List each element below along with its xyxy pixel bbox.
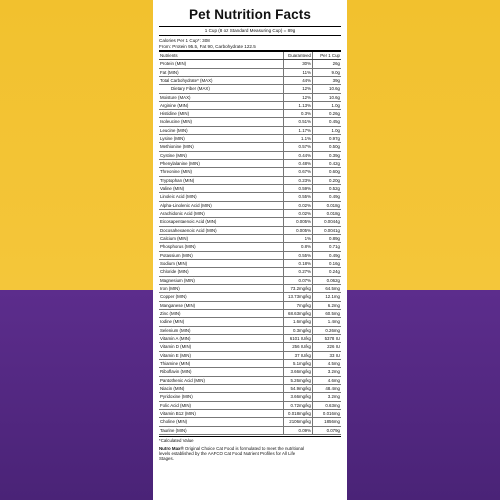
table-row — [159, 176, 341, 184]
per-cup-value: 226 IU — [313, 343, 342, 351]
nutrient-name: Vitamin E (MIN) — [159, 351, 284, 359]
guaranteed-value: 0.09% — [284, 426, 313, 434]
nutrient-name: Docosahexaenoic Acid (MIN) — [159, 226, 284, 234]
guaranteed-value: 13.73mg/kg — [284, 293, 313, 301]
calories-info — [159, 36, 341, 52]
per-cup-value: 33 IU — [313, 351, 342, 359]
nutrient-name: Eicosapentaenoic Acid (MIN) — [159, 218, 284, 226]
table-row — [159, 151, 341, 159]
per-cup-value: 0.26g — [313, 110, 342, 118]
table-row — [159, 235, 341, 243]
per-cup-value: 0.0044g — [313, 218, 342, 226]
footnote: *Calculated Value — [159, 436, 341, 444]
table-row — [159, 276, 341, 284]
per-cup-value: 48.4mg — [313, 384, 342, 392]
nutrient-name: Selenium (MIN) — [159, 326, 284, 334]
nutrient-name: Protein (MIN) — [159, 60, 284, 68]
nutrient-name: Pyridoxine (MIN) — [159, 393, 284, 401]
guaranteed-value: 0.57% — [284, 143, 313, 151]
nutrient-name: Moisture (MAX) — [159, 93, 284, 101]
aafco-statement — [159, 446, 309, 461]
guaranteed-value: 1% — [284, 235, 313, 243]
nutrient-name: Histidine (MIN) — [159, 110, 284, 118]
nutrient-name: Arachidonic Acid (MIN) — [159, 210, 284, 218]
table-row — [159, 401, 341, 409]
per-cup-value: 0.49g — [313, 251, 342, 259]
nutrient-name: Methionine (MIN) — [159, 143, 284, 151]
per-cup-value: 0.018g — [313, 201, 342, 209]
table-row — [159, 193, 341, 201]
guaranteed-value: 0.07% — [284, 276, 313, 284]
guaranteed-value: 0.18% — [284, 260, 313, 268]
per-cup-value: 0.079g — [313, 426, 342, 434]
per-cup-value: 1.4mg — [313, 318, 342, 326]
guaranteed-value: 0.48% — [284, 160, 313, 168]
table-header-row — [159, 52, 341, 60]
per-cup-value: 4.6mg — [313, 376, 342, 384]
per-cup-value: 0.49g — [313, 193, 342, 201]
per-cup-value: 0.018g — [313, 210, 342, 218]
nutrient-name: Dietary Fiber (MAX) — [159, 85, 284, 93]
guaranteed-value: 1.17% — [284, 126, 313, 134]
per-cup-value: 39g — [313, 76, 342, 84]
table-row — [159, 135, 341, 143]
nutrient-name: Potassium (MIN) — [159, 251, 284, 259]
table-row — [159, 426, 341, 434]
nutrient-name: Calcium (MIN) — [159, 235, 284, 243]
packaging-right-band — [347, 0, 500, 500]
per-cup-value: 6.2mg — [313, 301, 342, 309]
nutrient-name: Manganese (MIN) — [159, 301, 284, 309]
table-row — [159, 418, 341, 426]
per-cup-value: 0.42g — [313, 160, 342, 168]
guaranteed-value: 0.005% — [284, 218, 313, 226]
guaranteed-value: 3.66mg/kg — [284, 368, 313, 376]
guaranteed-value: 1.1% — [284, 135, 313, 143]
nutrient-name: Taurine (MIN) — [159, 426, 284, 434]
nutrient-name: Linoleic Acid (MIN) — [159, 193, 284, 201]
nutrient-name: Total Carbohydrate* (MAX) — [159, 76, 284, 84]
nutrients-table — [159, 52, 341, 435]
table-row — [159, 376, 341, 384]
guaranteed-value: 2106mg/kg — [284, 418, 313, 426]
guaranteed-value: 73.2mg/kg — [284, 285, 313, 293]
table-row — [159, 185, 341, 193]
nutrient-name: Isoleucine (MIN) — [159, 118, 284, 126]
table-row — [159, 168, 341, 176]
table-row — [159, 218, 341, 226]
table-row — [159, 343, 341, 351]
nutrient-name: Pantothenic Acid (MIN) — [159, 376, 284, 384]
nutrient-name: Threonine (MIN) — [159, 168, 284, 176]
per-cup-value: 0.26mg — [313, 326, 342, 334]
table-row — [159, 351, 341, 359]
table-row — [159, 301, 341, 309]
per-cup-value: 0.63mg — [313, 401, 342, 409]
guaranteed-value: 5.26mg/kg — [284, 376, 313, 384]
guaranteed-value: 0.3% — [284, 110, 313, 118]
per-cup-value: 5378 IU — [313, 335, 342, 343]
guaranteed-value: 3.66mg/kg — [284, 393, 313, 401]
table-row — [159, 368, 341, 376]
guaranteed-value: 0.55% — [284, 193, 313, 201]
nutrient-name: Magnesium (MIN) — [159, 276, 284, 284]
nutrient-name: Tryptophan (MIN) — [159, 176, 284, 184]
nutrient-rows — [159, 60, 341, 435]
nutrition-facts-panel — [153, 0, 347, 500]
table-row — [159, 76, 341, 84]
table-row — [159, 201, 341, 209]
guaranteed-value: 0.72mg/kg — [284, 401, 313, 409]
per-cup-value: 0.016mg — [313, 409, 342, 417]
table-row — [159, 335, 341, 343]
guaranteed-value: 11% — [284, 68, 313, 76]
per-cup-value: 60.5mg — [313, 310, 342, 318]
guaranteed-value: 7mg/kg — [284, 301, 313, 309]
table-row — [159, 318, 341, 326]
per-cup-value: 10.6g — [313, 85, 342, 93]
per-cup-value: 0.97g — [313, 135, 342, 143]
nutrient-name: Lysine (MIN) — [159, 135, 284, 143]
guaranteed-value: 0.67% — [284, 168, 313, 176]
table-row — [159, 60, 341, 68]
nutrient-name: Vitamin D (MIN) — [159, 343, 284, 351]
guaranteed-value: 0.51% — [284, 118, 313, 126]
per-cup-value: 0.16g — [313, 260, 342, 268]
nutrient-name: Folic Acid (MIN) — [159, 401, 284, 409]
table-row — [159, 260, 341, 268]
table-row — [159, 110, 341, 118]
table-row — [159, 384, 341, 392]
per-cup-value: 9.0g — [313, 68, 342, 76]
nutrient-name: Leucine (MIN) — [159, 126, 284, 134]
guaranteed-value: 0.55% — [284, 251, 313, 259]
per-cup-value: 1856mg — [313, 418, 342, 426]
guaranteed-value: 1.13% — [284, 101, 313, 109]
per-cup-value: 12.1mg — [313, 293, 342, 301]
table-row — [159, 85, 341, 93]
guaranteed-value: 68.63mg/kg — [284, 310, 313, 318]
per-cup-value: 3.2mg — [313, 393, 342, 401]
per-cup-value: 0.20g — [313, 176, 342, 184]
serving-size: 1 Cup (8 oz Standard Measuring Cup) = 89g — [159, 26, 341, 36]
per-cup-value: 0.60g — [313, 168, 342, 176]
table-row — [159, 101, 341, 109]
guaranteed-value: 1.6mg/kg — [284, 318, 313, 326]
nutrient-name: Sodium (MIN) — [159, 260, 284, 268]
per-cup-value: 64.5mg — [313, 285, 342, 293]
guaranteed-value: 0.44% — [284, 151, 313, 159]
header-guaranteed: Guaranteed — [284, 52, 313, 60]
table-row — [159, 143, 341, 151]
guaranteed-value: 44% — [284, 76, 313, 84]
table-row — [159, 160, 341, 168]
nutrient-name: Vitamin B12 (MIN) — [159, 409, 284, 417]
per-cup-value: 10.6g — [313, 93, 342, 101]
table-row — [159, 68, 341, 76]
guaranteed-value: 0.59% — [284, 185, 313, 193]
nutrient-name: Copper (MIN) — [159, 293, 284, 301]
calories-line: Calories Per 1 Cup*: 308 — [159, 38, 210, 43]
guaranteed-value: 0.23% — [284, 176, 313, 184]
table-row — [159, 251, 341, 259]
nutrient-name: Thiamine (MIN) — [159, 360, 284, 368]
per-cup-value: 0.39g — [313, 151, 342, 159]
table-row — [159, 243, 341, 251]
per-cup-value: 0.24g — [313, 268, 342, 276]
nutrient-name: Arginine (MIN) — [159, 101, 284, 109]
brand-name: Nutro Max® — [159, 445, 184, 451]
guaranteed-value: 0.005% — [284, 226, 313, 234]
nutrient-name: Alpha-Linolenic Acid (MIN) — [159, 201, 284, 209]
per-cup-value: 0.062g — [313, 276, 342, 284]
nutrient-name: Phosphorus (MIN) — [159, 243, 284, 251]
nutrient-name: Iodine (MIN) — [159, 318, 284, 326]
nutrient-name: Chloride (MIN) — [159, 268, 284, 276]
per-cup-value: 3.2mg — [313, 368, 342, 376]
nutrient-name: Phenylalanine (MIN) — [159, 160, 284, 168]
per-cup-value: 0.45g — [313, 118, 342, 126]
table-row — [159, 310, 341, 318]
guaranteed-value: 0.8% — [284, 243, 313, 251]
table-row — [159, 360, 341, 368]
nutrient-name: Niacin (MIN) — [159, 384, 284, 392]
guaranteed-value: 37 IU/kg — [284, 351, 313, 359]
table-row — [159, 409, 341, 417]
guaranteed-value: 0.27% — [284, 268, 313, 276]
guaranteed-value: 0.018mg/kg — [284, 409, 313, 417]
per-cup-value: 0.89g — [313, 235, 342, 243]
guaranteed-value: 0.02% — [284, 201, 313, 209]
nutrient-name: Choline (MIN) — [159, 418, 284, 426]
per-cup-value: 0.52g — [313, 185, 342, 193]
nutrient-name: Riboflavin (MIN) — [159, 368, 284, 376]
calories-breakdown: From: Protein 95.5, Fat 90, Carbohydrate 122.5 — [159, 43, 256, 49]
table-row — [159, 126, 341, 134]
guaranteed-value: 0.02% — [284, 210, 313, 218]
nutrient-name: Zinc (MIN) — [159, 310, 284, 318]
nutrient-name: Fat (MIN) — [159, 68, 284, 76]
per-cup-value: 4.5mg — [313, 360, 342, 368]
table-row — [159, 393, 341, 401]
claim-text: Original Choice Cat Food is formulated to meet the nutritional levels established by the AAFCO Cat Food Nutrient Profiles for All Life Stages. — [159, 445, 305, 461]
guaranteed-value: 30% — [284, 60, 313, 68]
header-nutrients: Nutrients — [159, 52, 284, 60]
table-row — [159, 118, 341, 126]
nutrient-name: Vitamin A (MIN) — [159, 335, 284, 343]
table-row — [159, 293, 341, 301]
per-cup-value: 26g — [313, 60, 342, 68]
per-cup-value: 1.0g — [313, 126, 342, 134]
packaging-left-band — [0, 0, 153, 500]
per-cup-value: 0.0041g — [313, 226, 342, 234]
guaranteed-value: 54.9mg/kg — [284, 384, 313, 392]
panel-title: Pet Nutrition Facts — [189, 7, 311, 22]
guaranteed-value: 5.1mg/kg — [284, 360, 313, 368]
guaranteed-value: 6101 IU/kg — [284, 335, 313, 343]
guaranteed-value: 12% — [284, 93, 313, 101]
table-row — [159, 210, 341, 218]
per-cup-value: 0.50g — [313, 143, 342, 151]
nutrient-name: Iron (MIN) — [159, 285, 284, 293]
guaranteed-value: 0.3mg/kg — [284, 326, 313, 334]
guaranteed-value: 256 IU/kg — [284, 343, 313, 351]
guaranteed-value: 12% — [284, 85, 313, 93]
table-row — [159, 285, 341, 293]
header-per-cup: Per 1 Cup — [313, 52, 342, 60]
per-cup-value: 0.71g — [313, 243, 342, 251]
table-row — [159, 226, 341, 234]
table-row — [159, 268, 341, 276]
per-cup-value: 1.0g — [313, 101, 342, 109]
table-row — [159, 93, 341, 101]
table-row — [159, 326, 341, 334]
nutrient-name: Cystine (MIN) — [159, 151, 284, 159]
nutrient-name: Valine (MIN) — [159, 185, 284, 193]
